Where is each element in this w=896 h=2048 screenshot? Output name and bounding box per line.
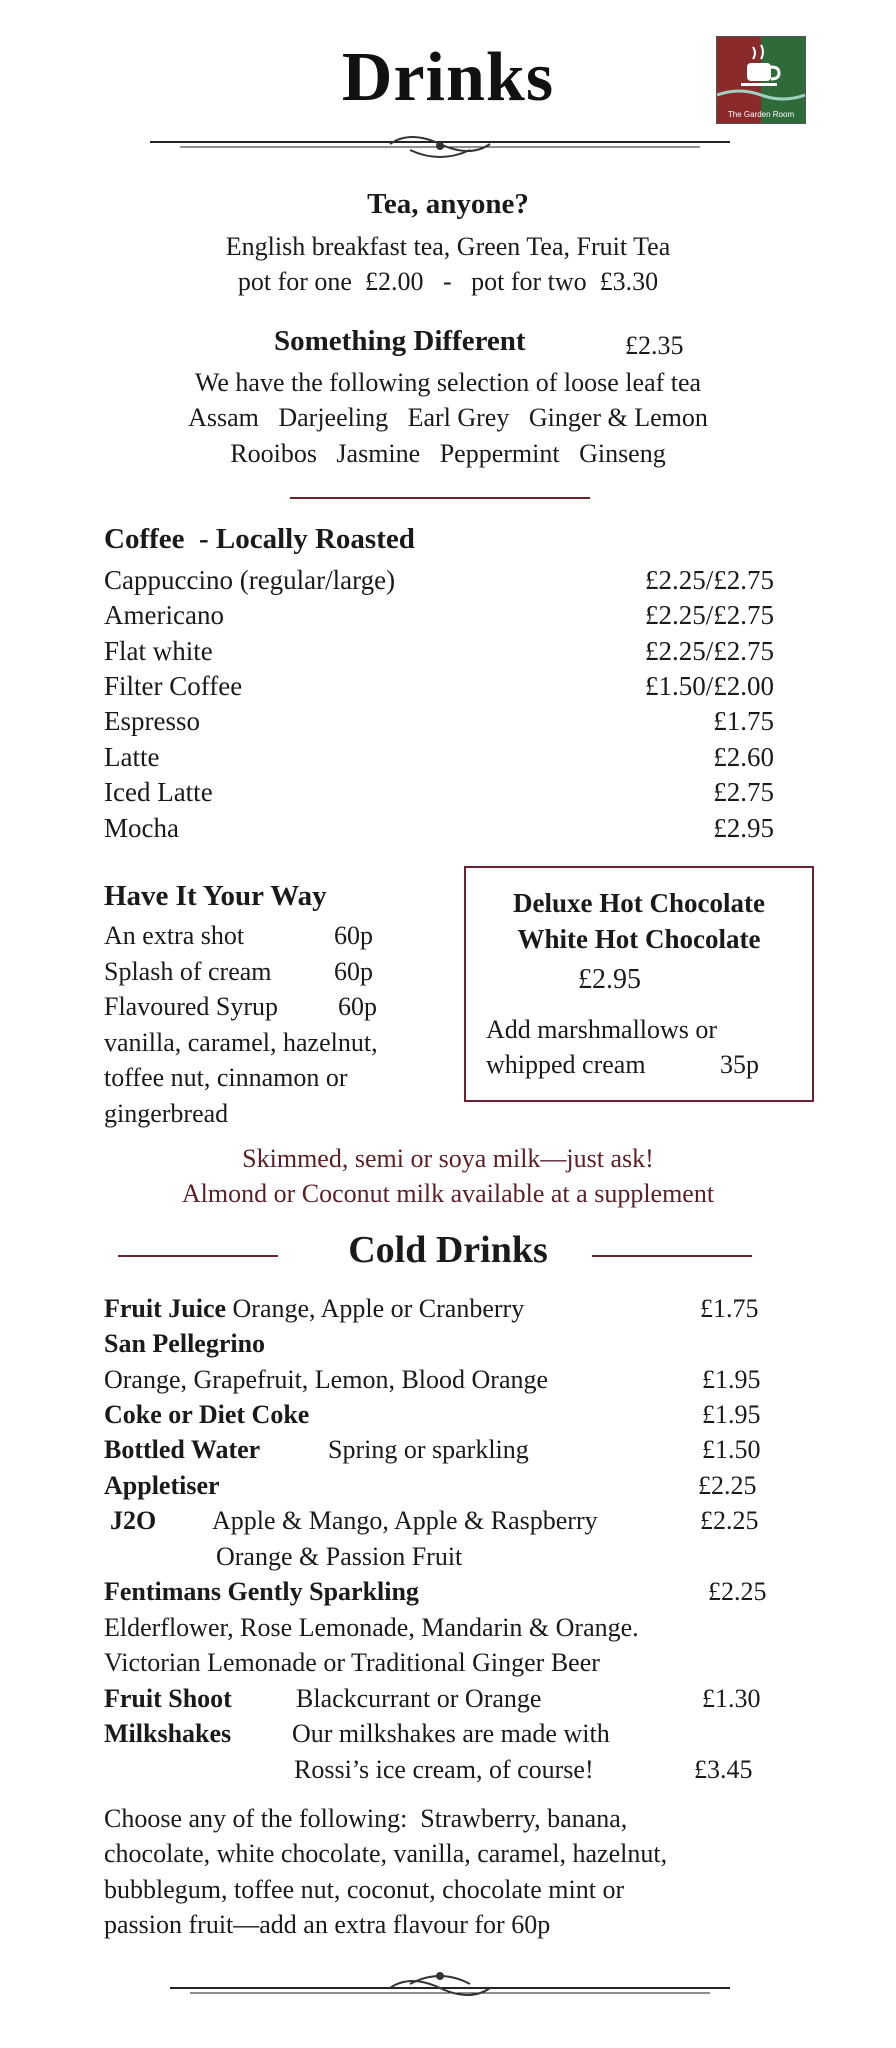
different-line-2: Assam Darjeeling Earl Grey Ginger & Lemon xyxy=(188,403,708,432)
item-desc: Orange, Apple or Cranberry xyxy=(232,1294,525,1323)
header-ornament xyxy=(150,128,730,168)
choose-line-2: chocolate, white chocolate, vanilla, caramel, hazelnut, xyxy=(104,1839,668,1868)
fruit-juice-price: £1.75 xyxy=(700,1294,759,1323)
item-price: £2.95 xyxy=(713,813,774,843)
item-name: Fruit Juice xyxy=(104,1294,227,1323)
milkshake-price: £3.45 xyxy=(694,1755,753,1784)
menu-item xyxy=(104,775,774,810)
water-name: Bottled Water xyxy=(104,1435,261,1464)
shoot-name: Fruit Shoot xyxy=(104,1684,232,1713)
j2o-desc-2: Orange & Passion Fruit xyxy=(216,1542,463,1571)
footer-ornament xyxy=(170,1962,730,2002)
section-divider xyxy=(290,497,590,499)
flavours-line-3: gingerbread xyxy=(104,1099,229,1128)
appletiser-name: Appletiser xyxy=(104,1471,220,1500)
tea-line-2: pot for one £2.00 - pot for two £3.30 xyxy=(237,267,659,296)
fentimans-name: Fentimans Gently Sparkling xyxy=(104,1577,419,1606)
item-price: £2.25/£2.75 xyxy=(644,600,774,630)
teacup-icon xyxy=(717,37,805,107)
item-price: £2.75 xyxy=(713,777,774,807)
choose-line-3: bubblegum, toffee nut, coconut, chocolate mint or xyxy=(104,1875,625,1904)
choose-line-4: passion fruit—add an extra flavour for 60p xyxy=(104,1910,551,1939)
choose-line-1: Choose any of the following: Strawberry, banana, xyxy=(104,1804,628,1833)
menu-item xyxy=(104,598,774,633)
extra-shot-price: 60p xyxy=(334,921,373,950)
item-name: Latte xyxy=(104,742,160,772)
different-price: £2.35 xyxy=(625,331,684,360)
menu-item xyxy=(104,634,774,669)
item-price: £1.75 xyxy=(713,706,774,736)
item-name: Iced Latte xyxy=(104,777,213,807)
j2o-name: J2O xyxy=(110,1506,157,1535)
item-name: Americano xyxy=(104,600,224,630)
milk-note-2: Almond or Coconut milk available at a supplement xyxy=(181,1179,715,1208)
water-desc: Spring or sparkling xyxy=(328,1435,529,1464)
appletiser-price: £2.25 xyxy=(698,1471,757,1500)
addon-price: 35p xyxy=(720,1050,759,1079)
item-price: £2.25/£2.75 xyxy=(644,565,774,595)
different-line-3: Rooibos Jasmine Peppermint Ginseng xyxy=(230,439,666,468)
item-name: Espresso xyxy=(104,706,200,736)
extra-shot-name: An extra shot xyxy=(104,921,245,950)
item-name: Filter Coffee xyxy=(104,671,243,701)
shoot-price: £1.30 xyxy=(702,1684,761,1713)
item-price: £2.25/£2.75 xyxy=(644,636,774,666)
j2o-price: £2.25 xyxy=(700,1506,759,1535)
fentimans-desc-2: Victorian Lemonade or Traditional Ginger Beer xyxy=(104,1648,600,1677)
pellegrino-desc: Orange, Grapefruit, Lemon, Blood Orange xyxy=(104,1365,549,1394)
menu-item xyxy=(104,704,774,739)
hot-chocolate-line-2: White Hot Chocolate xyxy=(517,924,761,954)
shoot-desc: Blackcurrant or Orange xyxy=(296,1684,542,1713)
item-name: Mocha xyxy=(104,813,179,843)
milkshake-name: Milkshakes xyxy=(104,1719,232,1748)
addon-line-2: whipped cream xyxy=(486,1050,646,1079)
fruit-juice-row xyxy=(104,1291,524,1326)
syrup-price: 60p xyxy=(338,992,377,1021)
fentimans-desc-1: Elderflower, Rose Lemonade, Mandarin & Orange. xyxy=(104,1613,639,1642)
milkshake-desc-1: Our milkshakes are made with xyxy=(292,1719,610,1748)
pellegrino-name: San Pellegrino xyxy=(104,1329,266,1358)
coke-price: £1.95 xyxy=(702,1400,761,1429)
coke-name: Coke or Diet Coke xyxy=(104,1400,310,1429)
cream-price: 60p xyxy=(334,957,373,986)
milkshake-desc-2: Rossi’s ice cream, of course! xyxy=(294,1755,594,1784)
pellegrino-price: £1.95 xyxy=(702,1365,761,1394)
tea-heading: Tea, anyone? xyxy=(367,188,529,220)
item-name: Flat white xyxy=(104,636,213,666)
menu-item xyxy=(104,563,774,598)
cold-heading: Cold Drinks xyxy=(348,1229,548,1271)
your-way-heading: Have It Your Way xyxy=(104,880,327,912)
flavours-line-2: toffee nut, cinnamon or xyxy=(104,1063,348,1092)
j2o-desc-1: Apple & Mango, Apple & Raspberry xyxy=(212,1506,598,1535)
syrup-name: Flavoured Syrup xyxy=(104,992,279,1021)
fentimans-price: £2.25 xyxy=(708,1577,767,1606)
coffee-heading: Coffee - Locally Roasted xyxy=(104,523,415,555)
tea-line-1: English breakfast tea, Green Tea, Fruit Tea xyxy=(225,232,671,261)
cafe-logo xyxy=(716,36,806,124)
hot-chocolate-line-1: Deluxe Hot Chocolate xyxy=(513,888,765,918)
water-price: £1.50 xyxy=(702,1435,761,1464)
milk-note-1: Skimmed, semi or soya milk—just ask! xyxy=(242,1144,654,1173)
item-name: Cappuccino (regular/large) xyxy=(104,565,396,595)
item-price: £2.60 xyxy=(713,742,774,772)
hot-chocolate-price: £2.95 xyxy=(578,964,641,995)
item-price: £1.50/£2.00 xyxy=(644,671,774,701)
different-line-1: We have the following selection of loose leaf tea xyxy=(194,368,702,397)
logo-text: The Garden Room xyxy=(727,110,795,119)
flavours-line-1: vanilla, caramel, hazelnut, xyxy=(104,1028,378,1057)
menu-item xyxy=(104,811,774,846)
different-heading: Something Different xyxy=(274,325,526,357)
menu-item xyxy=(104,669,774,704)
menu-item xyxy=(104,740,774,775)
addon-line-1: Add marshmallows or xyxy=(486,1015,718,1044)
page-title: Drinks xyxy=(341,39,555,116)
cream-name: Splash of cream xyxy=(104,957,272,986)
